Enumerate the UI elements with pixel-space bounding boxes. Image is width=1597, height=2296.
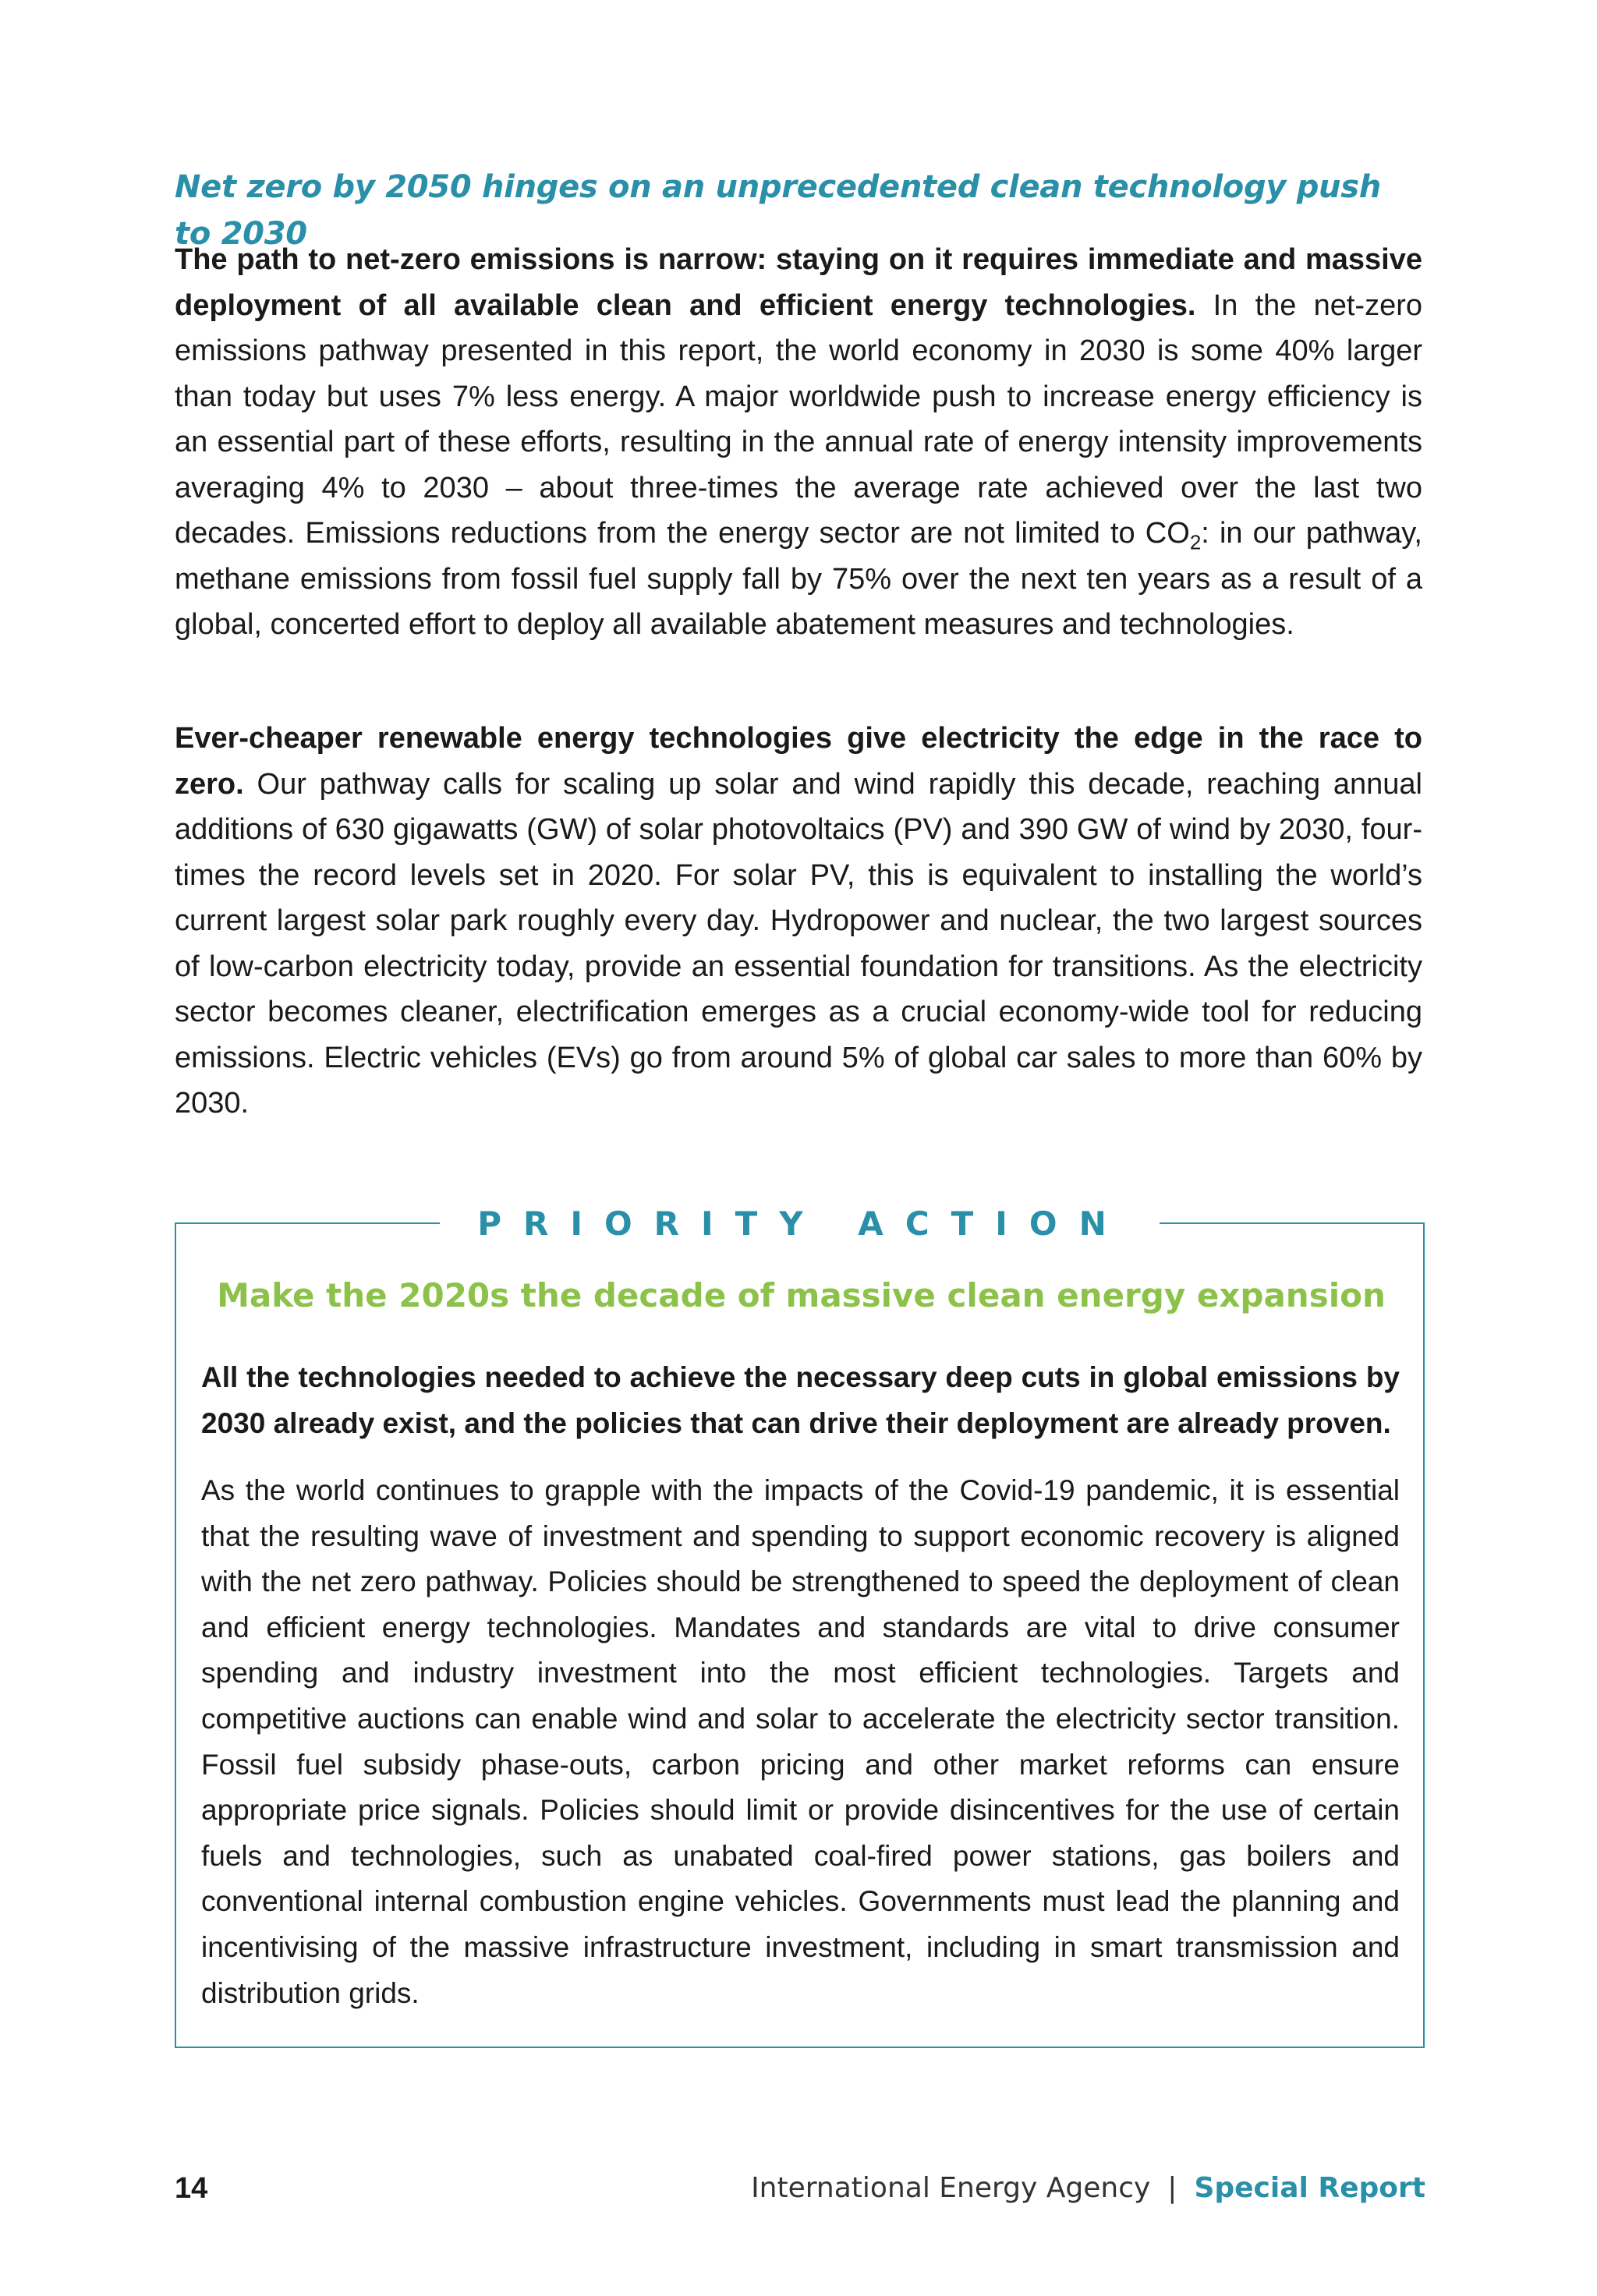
co2-subscript: 2	[1189, 530, 1202, 554]
paragraph-body: Our pathway calls for scaling up solar and wind rapidly this decade, reaching annual additions of 630 gigawatts (GW) of solar photovoltaics (PV) and 390 GW of wind by 2030, four-times the record levels set in 2020. For solar PV, this is equivalent to installing the world’s current largest solar park roughly every day. Hydropower and nuclear, the two largest sources of low-carbon electricity today, provide an essential foundation for transitions. As the electricity sector becomes cleaner, electrification emerges as a crucial economy-wide tool for reducing emissions. Electric vehicles (EVs) go from around 5% of global car sales to more than 60% by 2030.	[175, 767, 1422, 1120]
paragraph-lead: The path to net-zero emissions is narrow: staying on it requires immediate and massive deployment of all available clean and efficient energy technologies.	[175, 243, 1422, 322]
paragraph-body: In the net-zero emissions pathway presented in this report, the world economy in 2030 is some 40% larger than today but uses 7% less energy. A major worldwide push to increase energy efficiency is an essential part of these efforts, resulting in the annual rate of energy intensity improvements averaging 4% to 2030 – about three-times the average rate achieved over the last two decades. Emissions reductions from the energy sector are not limited to CO	[175, 288, 1423, 550]
priority-action-label-wrap	[176, 1201, 1423, 1247]
priority-action-label: PRIORITY ACTION	[440, 1201, 1160, 1247]
section-heading: Net zero by 2050 hinges on an unprecedented clean technology push to 2030	[175, 169, 1381, 252]
paragraph-lead: Ever-cheaper renewable energy technologies give electricity the edge in the race to zero.	[175, 722, 1422, 801]
paragraph-net-zero-path	[175, 237, 1422, 648]
paragraph-renewables	[175, 716, 1422, 1127]
priority-action-box	[175, 1205, 1425, 2048]
priority-action-lead: All the technologies needed to achieve the necessary deep cuts in global emissions by 2030 already exist, and the policies that can drive their deployment are already proven.	[201, 1361, 1400, 1439]
footer-organization: International Energy Agency	[751, 2172, 1151, 2204]
footer-report-type: Special Report	[1194, 2172, 1425, 2204]
footer-publisher	[751, 2169, 1425, 2208]
priority-action-body: As the world continues to grapple with the impacts of the Covid-19 pandemic, it is essential that the resulting wave of investment and spending to support economic recovery is aligned with the net zero pathway. Policies should be strengthened to speed the deployment of clean and efficient energy technologies. Mandates and standards are vital to drive consumer spending and industry investment into the most efficient technologies. Targets and competitive auctions can enable wind and solar to accelerate the electricity sector transition. Fossil fuel subsidy phase-outs, carbon pricing and other market reforms can ensure appropriate price signals. Policies should limit or provide disincentives for the use of certain fuels and technologies, such as unabated coal-fired power stations, gas boilers and conventional internal combustion engine vehicles. Governments must lead the planning and incentivising of the massive infrastructure investment, including in smart transmission and distribution grids.	[201, 1474, 1400, 2009]
paragraph-body-cont: : in our pathway, methane emissions from fossil fuel supply fall by 75% over the next ten years as a result of a global, concerted effort to deploy all available abatement measures and technologies.	[175, 517, 1422, 641]
priority-action-title: Make the 2020s the decade of massive clean energy expansion	[217, 1276, 1386, 1314]
footer-separator: |	[1167, 2172, 1177, 2204]
page-number: 14	[175, 2172, 208, 2205]
